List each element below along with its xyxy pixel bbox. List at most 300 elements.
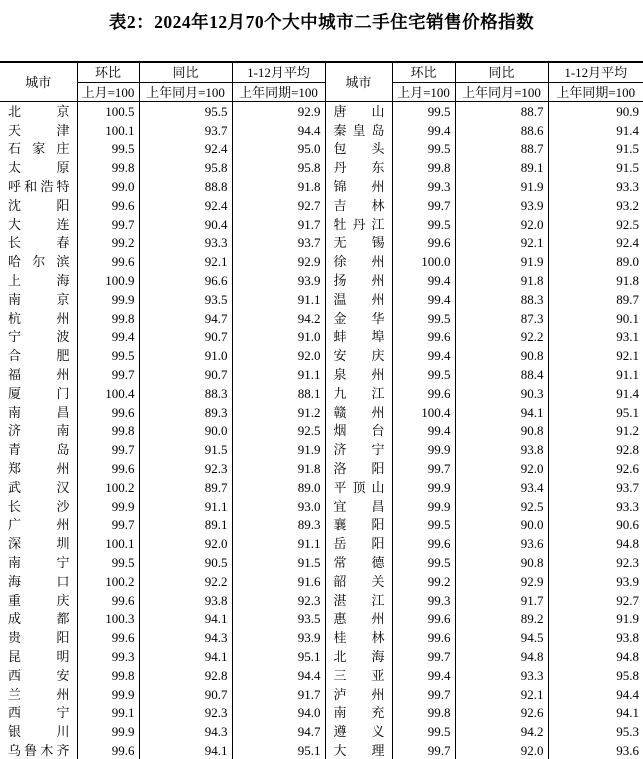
city-cell-right: 吉 林 xyxy=(325,196,392,215)
yoy-value-right: 91.7 xyxy=(455,591,548,610)
mom-value-left: 99.6 xyxy=(77,741,139,759)
mom-value-left: 100.2 xyxy=(77,572,139,591)
avg-value-right: 91.5 xyxy=(616,160,639,176)
mom-value-right: 99.7 xyxy=(392,685,455,704)
yoy-value-right: 89.2 xyxy=(455,610,548,629)
mom-value-left: 99.5 xyxy=(77,140,139,159)
mom-value-left: 99.9 xyxy=(77,685,139,704)
yoy-value-left: 92.1 xyxy=(139,252,232,271)
avg-value-left: 94.0 xyxy=(232,704,325,723)
yoy-value-left: 91.0 xyxy=(139,346,232,365)
table-row xyxy=(0,591,643,610)
city-cell-left: 石 家 庄 xyxy=(0,140,77,159)
avg-value-right: 92.1 xyxy=(616,348,639,364)
yoy-value-right: 93.4 xyxy=(455,478,548,497)
city-cell-right: 大 理 xyxy=(325,741,392,759)
city-cell-right: 九 江 xyxy=(325,384,392,403)
avg-value-right: 91.9 xyxy=(616,611,639,627)
city-cell-right: 秦 皇 岛 xyxy=(325,121,392,140)
yoy-value-left: 92.3 xyxy=(139,459,232,478)
yoy-value-right: 93.8 xyxy=(455,440,548,459)
mom-value-right: 99.9 xyxy=(392,497,455,516)
yoy-value-left: 94.1 xyxy=(139,610,232,629)
avg-value-left: 91.7 xyxy=(232,215,325,234)
avg-value-right: 92.4 xyxy=(616,235,639,251)
header-mom-base-left: 上月=100 xyxy=(77,83,139,102)
avg-value-left: 91.1 xyxy=(232,290,325,309)
mom-value-right: 99.6 xyxy=(392,534,455,553)
avg-value-left: 93.7 xyxy=(232,234,325,253)
table-header xyxy=(0,62,643,102)
city-cell-left: 长 春 xyxy=(0,234,77,253)
table-row xyxy=(0,403,643,422)
city-cell-left: 西 安 xyxy=(0,666,77,685)
avg-value-right: 91.1 xyxy=(616,367,639,383)
city-cell-right: 蚌 埠 xyxy=(325,328,392,347)
yoy-value-right: 94.1 xyxy=(455,403,548,422)
table-body xyxy=(0,102,643,759)
mom-value-left: 100.9 xyxy=(77,271,139,290)
mom-value-left: 99.2 xyxy=(77,234,139,253)
city-cell-left: 太 原 xyxy=(0,158,77,177)
city-cell-right: 惠 州 xyxy=(325,610,392,629)
mom-value-right: 99.5 xyxy=(392,722,455,741)
mom-value-right: 99.5 xyxy=(392,215,455,234)
table-row xyxy=(0,741,643,759)
table-row xyxy=(0,459,643,478)
table-row xyxy=(0,158,643,177)
city-cell-right: 徐 州 xyxy=(325,252,392,271)
yoy-value-left: 91.1 xyxy=(139,497,232,516)
mom-value-right: 99.6 xyxy=(392,234,455,253)
mom-value-right: 99.4 xyxy=(392,346,455,365)
mom-value-left: 99.6 xyxy=(77,252,139,271)
avg-value-right: 90.1 xyxy=(616,310,639,326)
avg-value-left: 92.9 xyxy=(232,102,325,121)
avg-value-left: 92.9 xyxy=(232,252,325,271)
table-row xyxy=(0,666,643,685)
city-cell-right: 湛 江 xyxy=(325,591,392,610)
city-cell-right: 洛 阳 xyxy=(325,459,392,478)
avg-value-left: 89.3 xyxy=(232,516,325,535)
mom-value-right: 99.7 xyxy=(392,741,455,759)
avg-value-left: 91.8 xyxy=(232,459,325,478)
avg-value-right: 93.7 xyxy=(616,479,639,495)
city-cell-right: 包 头 xyxy=(325,140,392,159)
table-row xyxy=(0,685,643,704)
price-index-table xyxy=(0,61,643,759)
page-title: 表2：2024年12月70个大中城市二手住宅销售价格指数 xyxy=(108,12,535,32)
yoy-value-right: 91.9 xyxy=(455,252,548,271)
yoy-value-left: 90.7 xyxy=(139,328,232,347)
avg-value-left: 93.0 xyxy=(232,497,325,516)
city-cell-left: 海 口 xyxy=(0,572,77,591)
avg-value-right: 92.3 xyxy=(616,555,639,571)
city-cell-right: 扬 州 xyxy=(325,271,392,290)
city-cell-left: 福 州 xyxy=(0,365,77,384)
city-cell-right: 常 德 xyxy=(325,553,392,572)
yoy-value-right: 90.8 xyxy=(455,553,548,572)
mom-value-left: 99.6 xyxy=(77,628,139,647)
yoy-value-left: 89.7 xyxy=(139,478,232,497)
yoy-value-right: 92.0 xyxy=(455,459,548,478)
yoy-value-left: 89.3 xyxy=(139,403,232,422)
avg-value-right: 91.5 xyxy=(616,141,639,157)
mom-value-left: 100.1 xyxy=(77,121,139,140)
mom-value-left: 100.3 xyxy=(77,610,139,629)
mom-value-right: 99.2 xyxy=(392,572,455,591)
avg-value-right: 91.8 xyxy=(616,273,639,289)
table-row xyxy=(0,628,643,647)
table-row xyxy=(0,534,643,553)
city-cell-left: 合 肥 xyxy=(0,346,77,365)
mom-value-left: 99.6 xyxy=(77,403,139,422)
mom-value-left: 99.6 xyxy=(77,459,139,478)
yoy-value-left: 94.3 xyxy=(139,628,232,647)
mom-value-right: 99.4 xyxy=(392,121,455,140)
mom-value-right: 99.4 xyxy=(392,290,455,309)
avg-value-right: 93.3 xyxy=(616,179,639,195)
yoy-value-right: 93.9 xyxy=(455,196,548,215)
avg-value-left: 93.5 xyxy=(232,610,325,629)
header-yoy-right: 同比 xyxy=(455,62,548,83)
header-yoy-left: 同比 xyxy=(139,62,232,83)
city-cell-right: 无 锡 xyxy=(325,234,392,253)
yoy-value-right: 94.2 xyxy=(455,722,548,741)
city-cell-left: 宁 波 xyxy=(0,328,77,347)
yoy-value-right: 94.8 xyxy=(455,647,548,666)
yoy-value-left: 92.0 xyxy=(139,534,232,553)
yoy-value-right: 87.3 xyxy=(455,309,548,328)
avg-value-left: 91.6 xyxy=(232,572,325,591)
avg-value-left: 94.4 xyxy=(232,121,325,140)
mom-value-right: 99.5 xyxy=(392,365,455,384)
yoy-value-right: 89.1 xyxy=(455,158,548,177)
yoy-value-left: 95.5 xyxy=(139,102,232,121)
yoy-value-left: 90.7 xyxy=(139,365,232,384)
mom-value-left: 99.7 xyxy=(77,365,139,384)
mom-value-left: 99.8 xyxy=(77,158,139,177)
city-cell-left: 大 连 xyxy=(0,215,77,234)
mom-value-right: 99.8 xyxy=(392,158,455,177)
city-cell-left: 上 海 xyxy=(0,271,77,290)
city-cell-left: 杭 州 xyxy=(0,309,77,328)
avg-value-left: 93.9 xyxy=(232,628,325,647)
avg-value-right: 93.2 xyxy=(616,197,639,213)
avg-value-right: 89.7 xyxy=(616,291,639,307)
yoy-value-right: 88.4 xyxy=(455,365,548,384)
table-row xyxy=(0,722,643,741)
city-cell-left: 南 京 xyxy=(0,290,77,309)
avg-value-right: 93.1 xyxy=(616,329,639,345)
city-cell-right: 赣 州 xyxy=(325,403,392,422)
mom-value-right: 99.5 xyxy=(392,140,455,159)
city-cell-left: 乌 鲁 木 齐 xyxy=(0,741,77,759)
city-cell-left: 重 庆 xyxy=(0,591,77,610)
table-row xyxy=(0,271,643,290)
yoy-value-right: 91.8 xyxy=(455,271,548,290)
header-yoy-base-left: 上年同月=100 xyxy=(139,83,232,102)
yoy-value-right: 88.6 xyxy=(455,121,548,140)
mom-value-right: 99.4 xyxy=(392,666,455,685)
city-cell-right: 锦 州 xyxy=(325,177,392,196)
yoy-value-right: 90.8 xyxy=(455,422,548,441)
mom-value-left: 99.7 xyxy=(77,516,139,535)
mom-value-left: 99.4 xyxy=(77,328,139,347)
city-cell-right: 济 宁 xyxy=(325,440,392,459)
avg-value-right: 92.7 xyxy=(616,592,639,608)
yoy-value-right: 92.1 xyxy=(455,234,548,253)
yoy-value-right: 91.9 xyxy=(455,177,548,196)
table-row xyxy=(0,440,643,459)
mom-value-right: 99.9 xyxy=(392,440,455,459)
city-cell-left: 呼 和 浩 特 xyxy=(0,177,77,196)
mom-value-left: 100.4 xyxy=(77,384,139,403)
city-cell-left: 广 州 xyxy=(0,516,77,535)
mom-value-right: 99.6 xyxy=(392,628,455,647)
mom-value-left: 99.9 xyxy=(77,290,139,309)
yoy-value-right: 92.0 xyxy=(455,215,548,234)
yoy-value-left: 90.4 xyxy=(139,215,232,234)
mom-value-right: 99.6 xyxy=(392,328,455,347)
yoy-value-right: 90.8 xyxy=(455,346,548,365)
city-cell-right: 安 庆 xyxy=(325,346,392,365)
mom-value-right: 99.3 xyxy=(392,591,455,610)
avg-value-right: 92.6 xyxy=(616,461,639,477)
city-cell-left: 沈 阳 xyxy=(0,196,77,215)
table-row xyxy=(0,309,643,328)
mom-value-right: 99.5 xyxy=(392,309,455,328)
mom-value-left: 99.9 xyxy=(77,497,139,516)
table-row xyxy=(0,177,643,196)
table-row xyxy=(0,121,643,140)
yoy-value-left: 94.1 xyxy=(139,647,232,666)
city-cell-right: 烟 台 xyxy=(325,422,392,441)
avg-value-left: 95.8 xyxy=(232,158,325,177)
header-yoy-base-right: 上年同月=100 xyxy=(455,83,548,102)
mom-value-right: 99.6 xyxy=(392,384,455,403)
city-cell-left: 南 宁 xyxy=(0,553,77,572)
mom-value-right: 99.5 xyxy=(392,516,455,535)
city-cell-left: 青 岛 xyxy=(0,440,77,459)
avg-value-right: 92.8 xyxy=(616,442,639,458)
avg-value-left: 91.8 xyxy=(232,177,325,196)
city-cell-right: 宜 昌 xyxy=(325,497,392,516)
yoy-value-left: 96.6 xyxy=(139,271,232,290)
city-cell-right: 北 海 xyxy=(325,647,392,666)
city-cell-right: 丹 东 xyxy=(325,158,392,177)
header-avg-left: 1-12月平均 xyxy=(232,62,325,83)
table-row xyxy=(0,422,643,441)
header-mom-right: 环比 xyxy=(392,62,455,83)
city-cell-left: 济 南 xyxy=(0,422,77,441)
avg-value-left: 89.0 xyxy=(232,478,325,497)
yoy-value-left: 90.7 xyxy=(139,685,232,704)
table-row xyxy=(0,196,643,215)
mom-value-left: 99.7 xyxy=(77,440,139,459)
yoy-value-right: 94.5 xyxy=(455,628,548,647)
city-cell-right: 桂 林 xyxy=(325,628,392,647)
city-cell-left: 哈 尔 滨 xyxy=(0,252,77,271)
mom-value-left: 99.8 xyxy=(77,422,139,441)
city-cell-right: 牡 丹 江 xyxy=(325,215,392,234)
header-mom-base-right: 上月=100 xyxy=(392,83,455,102)
mom-value-right: 99.4 xyxy=(392,422,455,441)
yoy-value-left: 94.1 xyxy=(139,741,232,759)
table-row xyxy=(0,102,643,121)
table-row xyxy=(0,346,643,365)
avg-value-right: 94.8 xyxy=(616,649,639,664)
mom-value-right: 99.6 xyxy=(392,610,455,629)
city-cell-left: 贵 阳 xyxy=(0,628,77,647)
mom-value-left: 99.9 xyxy=(77,722,139,741)
avg-value-right: 90.6 xyxy=(616,517,639,533)
avg-value-left: 91.5 xyxy=(232,553,325,572)
mom-value-right: 99.8 xyxy=(392,704,455,723)
yoy-value-left: 89.1 xyxy=(139,516,232,535)
city-cell-right: 泉 州 xyxy=(325,365,392,384)
yoy-value-left: 93.5 xyxy=(139,290,232,309)
yoy-value-right: 88.7 xyxy=(455,102,548,121)
mom-value-left: 100.5 xyxy=(77,102,139,121)
yoy-value-left: 93.8 xyxy=(139,591,232,610)
mom-value-right: 99.3 xyxy=(392,177,455,196)
table-row xyxy=(0,140,643,159)
avg-value-left: 92.5 xyxy=(232,422,325,441)
avg-value-right: 93.6 xyxy=(616,742,639,758)
yoy-value-right: 93.3 xyxy=(455,666,548,685)
city-cell-left: 郑 州 xyxy=(0,459,77,478)
avg-value-left: 91.1 xyxy=(232,534,325,553)
city-cell-left: 西 宁 xyxy=(0,704,77,723)
avg-value-left: 88.1 xyxy=(232,384,325,403)
city-cell-right: 泸 州 xyxy=(325,685,392,704)
avg-value-right: 91.4 xyxy=(616,385,639,401)
mom-value-left: 99.8 xyxy=(77,309,139,328)
avg-value-left: 91.1 xyxy=(232,365,325,384)
avg-value-left: 94.4 xyxy=(232,666,325,685)
city-cell-left: 银 川 xyxy=(0,722,77,741)
city-cell-right: 岳 阳 xyxy=(325,534,392,553)
yoy-value-left: 93.7 xyxy=(139,121,232,140)
avg-value-left: 91.2 xyxy=(232,403,325,422)
mom-value-left: 99.6 xyxy=(77,591,139,610)
city-cell-right: 唐 山 xyxy=(325,102,392,121)
avg-value-right: 94.4 xyxy=(616,686,639,702)
header-avg-base-right: 上年同期=100 xyxy=(548,83,643,102)
city-cell-right: 三 亚 xyxy=(325,666,392,685)
avg-value-right: 95.1 xyxy=(616,404,639,420)
city-cell-right: 遵 义 xyxy=(325,722,392,741)
mom-value-right: 100.0 xyxy=(392,252,455,271)
city-cell-left: 天 津 xyxy=(0,121,77,140)
avg-value-left: 91.7 xyxy=(232,685,325,704)
mom-value-right: 99.7 xyxy=(392,459,455,478)
header-city-left: 城市 xyxy=(0,62,77,102)
mom-value-right: 99.5 xyxy=(392,553,455,572)
avg-value-left: 93.9 xyxy=(232,271,325,290)
avg-value-right: 95.8 xyxy=(616,667,639,683)
avg-value-left: 92.0 xyxy=(232,346,325,365)
city-cell-right: 金 华 xyxy=(325,309,392,328)
yoy-value-right: 92.1 xyxy=(455,685,548,704)
avg-value-right: 93.8 xyxy=(616,630,639,646)
avg-value-left: 92.3 xyxy=(232,591,325,610)
city-cell-right: 温 州 xyxy=(325,290,392,309)
avg-value-right: 91.2 xyxy=(616,423,639,439)
yoy-value-right: 88.3 xyxy=(455,290,548,309)
avg-value-left: 95.1 xyxy=(232,741,325,759)
mom-value-right: 99.5 xyxy=(392,102,455,121)
city-cell-right: 南 充 xyxy=(325,704,392,723)
yoy-value-left: 92.8 xyxy=(139,666,232,685)
city-cell-left: 成 都 xyxy=(0,610,77,629)
mom-value-left: 99.7 xyxy=(77,215,139,234)
mom-value-right: 100.4 xyxy=(392,403,455,422)
yoy-value-left: 90.0 xyxy=(139,422,232,441)
yoy-value-left: 95.8 xyxy=(139,158,232,177)
mom-value-left: 100.1 xyxy=(77,534,139,553)
yoy-value-right: 92.9 xyxy=(455,572,548,591)
yoy-value-left: 92.2 xyxy=(139,572,232,591)
table-row xyxy=(0,290,643,309)
mom-value-right: 99.7 xyxy=(392,196,455,215)
table-row xyxy=(0,572,643,591)
avg-value-right: 90.9 xyxy=(616,103,639,119)
yoy-value-right: 90.0 xyxy=(455,516,548,535)
table-row xyxy=(0,553,643,572)
yoy-value-left: 94.7 xyxy=(139,309,232,328)
yoy-value-left: 93.3 xyxy=(139,234,232,253)
city-cell-left: 昆 明 xyxy=(0,647,77,666)
avg-value-right: 89.0 xyxy=(616,254,639,270)
city-cell-right: 襄 阳 xyxy=(325,516,392,535)
mom-value-left: 99.5 xyxy=(77,553,139,572)
city-cell-right: 韶 关 xyxy=(325,572,392,591)
yoy-value-left: 88.3 xyxy=(139,384,232,403)
table-row xyxy=(0,234,643,253)
table-row xyxy=(0,647,643,666)
header-avg-right: 1-12月平均 xyxy=(548,62,643,83)
mom-value-right: 99.4 xyxy=(392,271,455,290)
avg-value-left: 95.1 xyxy=(232,647,325,666)
yoy-value-right: 92.6 xyxy=(455,704,548,723)
avg-value-left: 91.0 xyxy=(232,328,325,347)
yoy-value-left: 92.3 xyxy=(139,704,232,723)
table-row xyxy=(0,384,643,403)
city-cell-left: 南 昌 xyxy=(0,403,77,422)
city-cell-left: 北 京 xyxy=(0,102,77,121)
table-row xyxy=(0,215,643,234)
table-row xyxy=(0,704,643,723)
mom-value-left: 99.6 xyxy=(77,196,139,215)
avg-value-right: 93.3 xyxy=(616,498,639,514)
yoy-value-left: 94.3 xyxy=(139,722,232,741)
mom-value-left: 100.2 xyxy=(77,478,139,497)
mom-value-right: 99.7 xyxy=(392,647,455,666)
avg-value-left: 92.7 xyxy=(232,196,325,215)
mom-value-left: 99.0 xyxy=(77,177,139,196)
avg-value-right: 94.1 xyxy=(616,705,639,721)
city-cell-left: 武 汉 xyxy=(0,478,77,497)
yoy-value-right: 92.2 xyxy=(455,328,548,347)
mom-value-left: 99.8 xyxy=(77,666,139,685)
header-avg-base-left: 上年同期=100 xyxy=(232,83,325,102)
yoy-value-right: 90.3 xyxy=(455,384,548,403)
city-cell-left: 长 沙 xyxy=(0,497,77,516)
mom-value-left: 99.3 xyxy=(77,647,139,666)
yoy-value-left: 91.5 xyxy=(139,440,232,459)
